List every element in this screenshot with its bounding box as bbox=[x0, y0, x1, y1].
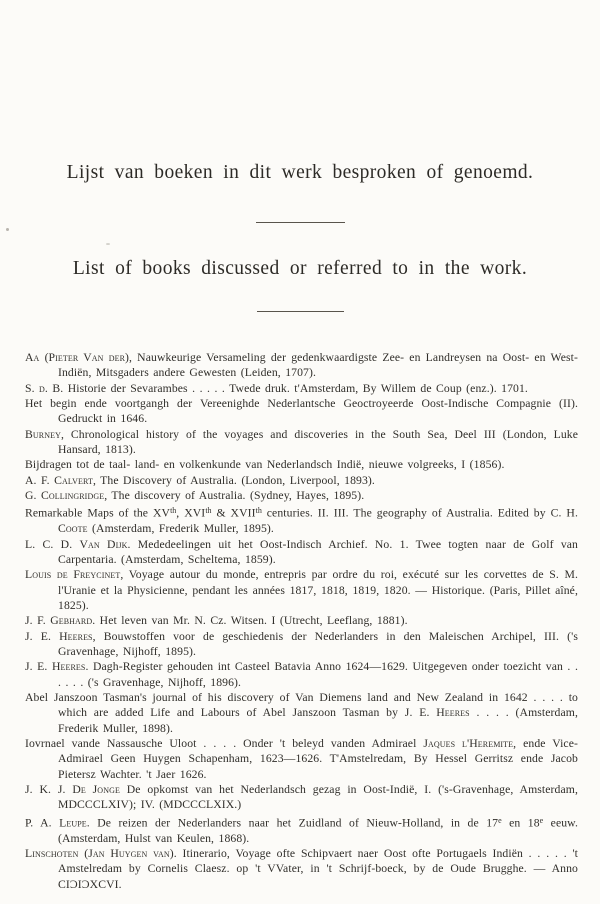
entry-text: J. F. bbox=[25, 614, 51, 628]
title-english: List of books discussed or referred to in the work. bbox=[72, 258, 528, 279]
author-name: De Jonge bbox=[72, 783, 120, 797]
entry-text: (Amsterdam, Frederik Muller, 1895). bbox=[87, 522, 274, 536]
bibliography-entry bbox=[25, 736, 578, 782]
author-name: Coote bbox=[58, 522, 88, 536]
entry-text: & XVII bbox=[211, 506, 256, 520]
entry-text: , Bouwstoffen voor de geschiedenis der Nederlanders in den Maleischen Archipel, III. ('s Gravenhage, Nijhoff, 1895). bbox=[58, 629, 578, 659]
bibliography-entry bbox=[25, 488, 578, 503]
entry-text: , The discovery of Australia. (Sydney, Hayes, 1895). bbox=[104, 489, 365, 503]
entry-text: P. A. bbox=[25, 816, 60, 830]
bibliography-entry bbox=[25, 690, 578, 736]
bibliography-entry bbox=[25, 427, 578, 458]
author-name: d. bbox=[39, 381, 48, 395]
bibliography-list bbox=[25, 350, 578, 892]
entry-text: Het begin ende voortgangh der Vereenighde Nederlantsche Geoctroyeerde Oost-Indische Compagnie (II). Gedruckt in 1646. bbox=[25, 397, 578, 426]
author-name: Gebhard bbox=[50, 614, 93, 628]
entry-text: A. F. bbox=[25, 473, 55, 487]
entry-text: J. E. bbox=[25, 629, 60, 643]
author-name: Leupe bbox=[59, 816, 87, 830]
author-name: Heeres bbox=[436, 706, 470, 720]
entry-text: , ende Vice-Admirael Geen Huygen Schapenham, 1623—1626. T'Amstelredam, By Hessel Gerritsz ende Jacob Pietersz Wachter. 't Jaer 1626. bbox=[58, 737, 578, 781]
entry-text: J. E. bbox=[25, 660, 52, 674]
entry-text: . De reizen der Nederlanders naar het Zuidland of Nieuw-Holland, in de 17 bbox=[86, 816, 499, 830]
entry-text: S. bbox=[25, 381, 40, 395]
author-name: Heeres bbox=[51, 660, 86, 674]
author-name: Linschoten (Jan Huygen van) bbox=[25, 847, 174, 860]
divider-rule-top bbox=[256, 222, 345, 223]
entry-text: . Itinerario, Voyage ofte Schipvaert naer Oost ofte Portugaels Indiën . . . . . 't Amstelredam by Cornelis Claesz. op 't VVater, in 't Schrijf-boeck, by de Oude Brugghe. — Anno CIƆIƆXCVI. bbox=[58, 847, 579, 891]
author-name: Calvert bbox=[54, 473, 93, 487]
scan-speck bbox=[106, 243, 110, 245]
entry-text: . Mededeelingen uit het Oost-Indisch Archief. No. 1. Twee togten naar de Golf van Carpentaria. (Amsterdam, Scheltema, 1859). bbox=[58, 537, 578, 566]
entry-text: . Het leven van Mr. N. Cz. Witsen. I (Utrecht, Leeflang, 1881). bbox=[92, 614, 408, 628]
author-name: Aa (Pieter Van der) bbox=[25, 351, 129, 364]
scan-speck bbox=[6, 228, 9, 231]
bibliography-entry bbox=[25, 813, 578, 846]
bibliography-entry bbox=[25, 659, 578, 690]
entry-text: , Voyage autour du monde, entrepris par ordre du roi, exécuté sur les corvettes de S. M. l'Uranie et la Physicienne, pendant les années 1817, 1818, 1819, 1820. — Historique. (Paris, Pillet aîné, 1825). bbox=[58, 568, 579, 612]
entry-text: th bbox=[205, 506, 212, 516]
entry-text: , Chronological history of the voyages and discoveries in the South Sea, Deel III (London, Luke Hansard, 1813). bbox=[58, 427, 578, 457]
bibliography-entry bbox=[25, 350, 578, 381]
bibliography-entry bbox=[25, 629, 578, 660]
entry-text: , Nauwkeurige Versameling der gedenkwaardigste Zee- en Landreysen na Oost- en West-Indiën, Mitsgaders andere Gewesten (Leiden, 1707). bbox=[58, 351, 578, 380]
entry-text: Iovrnael vande Nassausche Uloot . . . . Onder 't beleyd vanden Admirael bbox=[25, 737, 424, 751]
entry-text: Bijdragen tot de taal- land- en volkenkunde van Nederlandsch Indië, nieuwe volgreeks, I (1856). bbox=[25, 458, 505, 472]
entry-text: . Dagh-Register gehouden int Casteel Batavia Anno 1624—1629. Uitgegeven onder toezicht van . . . . . . ('s Gravenhage, Nijhoff, 1896). bbox=[58, 660, 578, 689]
bibliography-entry bbox=[25, 457, 578, 472]
bibliography-entry bbox=[25, 846, 578, 892]
author-name: Jaques l'Heremite bbox=[423, 737, 514, 751]
entry-text: Abel Janszoon Tasman's journal of his discovery of Van Diemens land and New Zealand in 1642 . . . . to which are added Life and Labours of Abel Janszoon Tasman by J. E. bbox=[25, 691, 578, 720]
author-name: Collingridge bbox=[40, 489, 105, 503]
entry-text: J. K. J. bbox=[25, 783, 73, 797]
author-name: Van Dijk bbox=[79, 537, 128, 551]
title-dutch: Lijst van boeken in dit werk besproken of genoemd. bbox=[66, 162, 534, 183]
entry-text: en 18 bbox=[501, 816, 540, 830]
entry-text: De opkomst van het Nederlandsch gezag in Oost-Indië, I. ('s-Gravenhage, Amsterdam, MDCCCLXIV); IV. (MDCCCLXIX.) bbox=[58, 783, 578, 812]
entry-text: L. C. D. bbox=[25, 537, 80, 551]
entry-text: e bbox=[498, 815, 502, 825]
entry-text: centuries. II. III. The geography of Australia. Edited by C. H. bbox=[261, 506, 578, 520]
entry-text: th bbox=[255, 506, 262, 516]
bibliography-entry bbox=[25, 473, 578, 488]
author-name: Louis de Freycinet bbox=[25, 568, 121, 582]
bibliography-entry bbox=[25, 613, 578, 628]
bibliography-entry bbox=[25, 396, 578, 427]
bibliography-entry bbox=[25, 537, 578, 568]
entry-text: , The Discovery of Australia. (London, Liverpool, 1893). bbox=[92, 473, 375, 487]
bibliography-entry bbox=[25, 782, 578, 813]
entry-text: B. Historie der Sevarambes . . . . . Twede druk. t'Amsterdam, By Willem de Coup (enz.). 1701. bbox=[47, 381, 528, 395]
bibliography-entry bbox=[25, 503, 578, 536]
author-name: Burney bbox=[25, 427, 61, 441]
entry-text: Remarkable Maps of the XV bbox=[25, 506, 171, 520]
divider-rule-bottom bbox=[257, 311, 344, 312]
entry-text: . . . . (Amsterdam, Frederik Muller, 1898). bbox=[58, 706, 578, 735]
entry-text: eeuw. (Amsterdam, Hulst van Keulen, 1868). bbox=[58, 816, 578, 845]
bibliography-entry bbox=[25, 381, 578, 396]
entry-text: th bbox=[170, 506, 177, 516]
author-name: Heeres bbox=[59, 629, 93, 643]
entry-text: e bbox=[539, 815, 544, 825]
entry-text: , XVI bbox=[176, 506, 206, 520]
bibliography-entry bbox=[25, 567, 578, 613]
entry-text: G. bbox=[25, 489, 41, 503]
